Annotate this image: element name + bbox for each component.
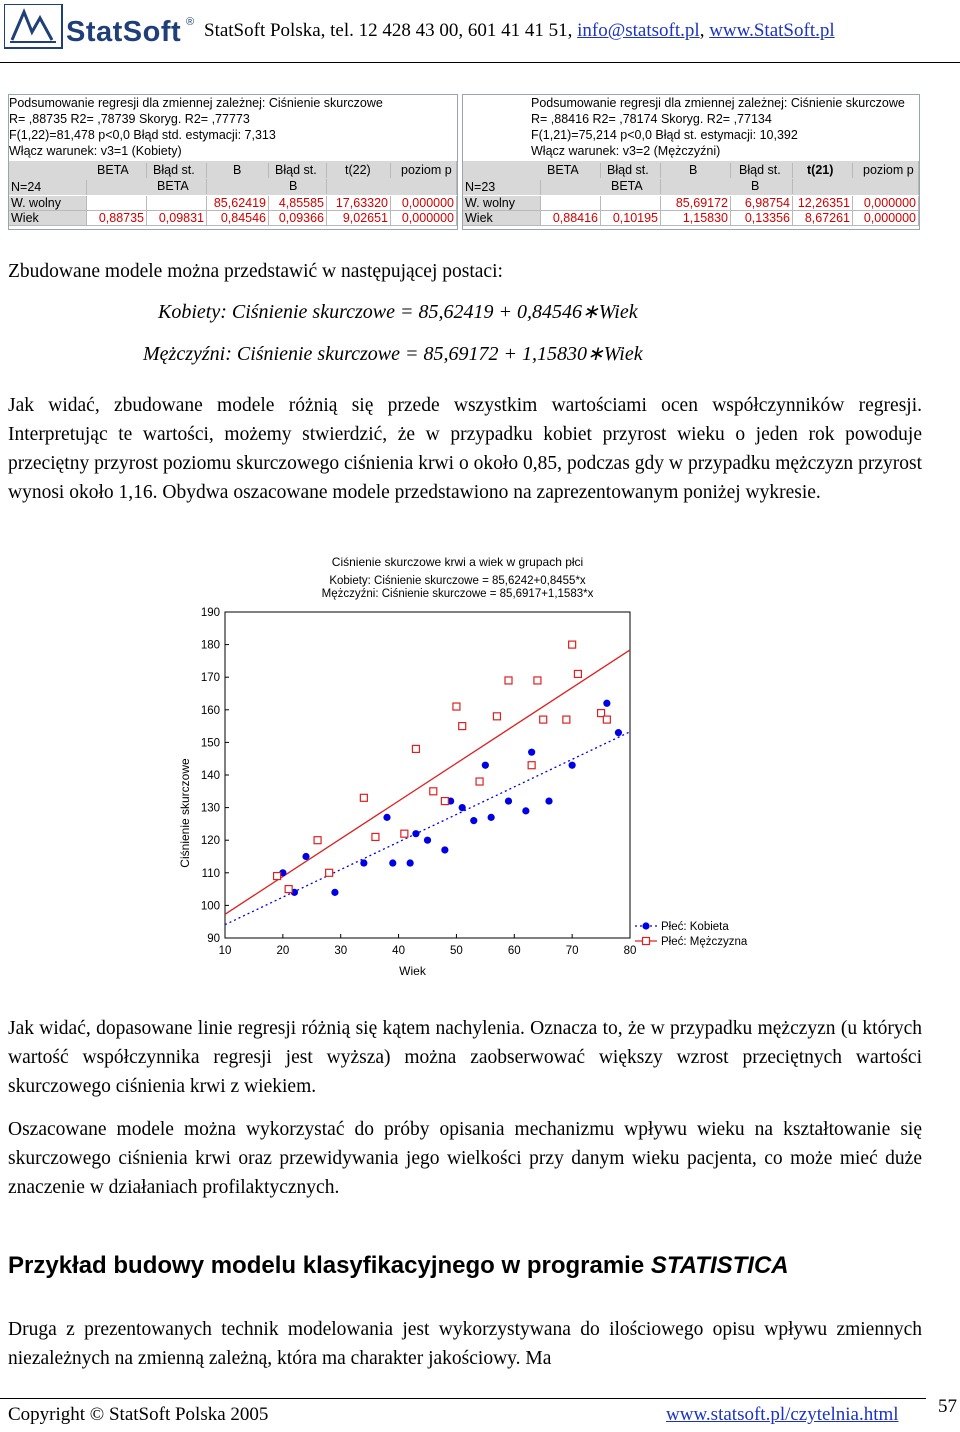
chart-title: Ciśnienie skurczowe krwi a wiek w grupach płci xyxy=(331,555,584,569)
data-point-women xyxy=(569,762,576,769)
table-cell: 9,02651 xyxy=(327,211,391,226)
col-header: poziom p xyxy=(391,163,457,178)
data-point-men xyxy=(459,723,466,730)
regression-table-men xyxy=(462,94,920,230)
table-line-4: Włącz warunek: v3=1 (Kobiety) xyxy=(9,144,182,158)
table-line-1: Podsumowanie regresji dla zmiennej zależnej: Ciśnienie skurczowe xyxy=(531,96,905,110)
data-point-men xyxy=(493,713,500,720)
table-line-3: F(1,21)=75,214 p<0,0 Błąd st. estymacji: 10,392 xyxy=(531,128,798,142)
section-heading xyxy=(8,1252,789,1280)
table-cell: 0,000000 xyxy=(391,211,457,226)
data-point-men xyxy=(534,677,541,684)
col-header: Błąd st. xyxy=(147,163,207,178)
data-point-men xyxy=(453,703,460,710)
data-point-men xyxy=(401,830,408,837)
data-point-women xyxy=(615,729,622,736)
col-header: poziom p xyxy=(853,163,919,178)
intro-paragraph: Zbudowane modele można przedstawić w następującej postaci: xyxy=(8,261,503,282)
data-point-men xyxy=(476,778,483,785)
data-point-men xyxy=(563,716,570,723)
data-point-women xyxy=(331,889,338,896)
x-tick-label: 30 xyxy=(334,945,348,957)
data-point-men xyxy=(603,716,610,723)
table-cell: 1,15830 xyxy=(661,211,731,226)
data-point-women xyxy=(522,807,529,814)
x-tick-label: 50 xyxy=(450,945,463,957)
page-number: 57 xyxy=(938,1396,957,1417)
legend-marker-women xyxy=(642,922,649,929)
table-cell: 0,09366 xyxy=(269,211,327,226)
y-tick-label: 130 xyxy=(200,802,220,815)
table-cell: 0,84546 xyxy=(207,211,269,226)
table-cell xyxy=(601,196,661,211)
data-point-men xyxy=(274,873,281,880)
page-header xyxy=(0,0,960,64)
y-tick-label: 180 xyxy=(200,639,220,652)
table-cell: 4,85585 xyxy=(269,196,327,211)
legend-label: Płeć: Kobieta xyxy=(661,921,729,933)
row-label: Wiek xyxy=(463,211,541,226)
table-cell: 0,88416 xyxy=(541,211,601,226)
col-header: t(21) xyxy=(793,163,853,178)
footer-copyright: Copyright © StatSoft Polska 2005 xyxy=(8,1404,269,1425)
y-tick-label: 170 xyxy=(200,672,220,685)
contact-text: StatSoft Polska, tel. 12 428 43 00, 601 41 41 51, xyxy=(204,20,578,41)
x-axis-label: Wiek xyxy=(399,964,426,978)
equation-men: Mężczyźni: Ciśnienie skurczowe = 85,69172 + 1,15830∗Wiek xyxy=(143,343,643,365)
table-line-4: Włącz warunek: v3=2 (Mężczyźni) xyxy=(531,144,721,158)
col-header: B xyxy=(731,179,793,194)
y-tick-label: 120 xyxy=(200,835,220,848)
data-point-men xyxy=(430,788,437,795)
logo-registered-mark: ® xyxy=(186,16,195,28)
table-cell: 0,000000 xyxy=(853,211,919,226)
heading-italic: STATISTICA xyxy=(650,1252,789,1279)
paragraph-next: Druga z prezentowanych technik modelowania jest wykorzystywana do ilościowego opisu wpływu zmiennych niezależnych na zmienną zależną, która ma charakter jakościowy. Ma xyxy=(8,1319,922,1369)
x-tick-label: 20 xyxy=(276,945,290,957)
y-tick-label: 90 xyxy=(207,933,220,945)
data-point-women xyxy=(407,859,414,866)
data-point-men xyxy=(574,670,581,677)
col-header: t(22) xyxy=(327,163,391,178)
y-tick-label: 100 xyxy=(200,900,220,913)
row-label: Wiek xyxy=(9,211,87,226)
data-point-women xyxy=(482,762,489,769)
y-tick-label: 150 xyxy=(200,737,220,750)
data-point-women xyxy=(389,859,396,866)
table-cell: 17,63320 xyxy=(327,196,391,211)
legend-marker-men xyxy=(643,938,650,945)
table-cell xyxy=(541,196,601,211)
data-point-men xyxy=(441,798,448,805)
data-point-women xyxy=(603,700,610,707)
col-header: Błąd st. xyxy=(731,163,793,178)
data-point-women xyxy=(528,749,535,756)
data-point-men xyxy=(412,745,419,752)
table-cell: 0,13356 xyxy=(731,211,793,226)
paragraph-slopes: Jak widać, dopasowane linie regresji różnią się kątem nachylenia. Oznacza to, że w przypadku mężczyzn (u których wartość współczynnika regresji jest wyższa) można zaobserwować większy wzrost przeciętnych wartości skurczowego ciśnienia krwi z wiekiem. xyxy=(8,1018,922,1097)
table-cell: 0,09831 xyxy=(147,211,207,226)
table-cell xyxy=(147,196,207,211)
table-cell: 8,67261 xyxy=(793,211,853,226)
scatter-chart xyxy=(170,550,960,990)
footer-divider xyxy=(0,1398,926,1399)
table-line-2: R= ,88416 R2= ,78174 Skoryg. R2= ,77134 xyxy=(531,112,772,126)
y-tick-label: 140 xyxy=(200,770,220,782)
col-header: BETA xyxy=(541,163,601,178)
table-cell: 0,000000 xyxy=(853,196,919,211)
legend-label: Płeć: Mężczyzna xyxy=(661,936,748,948)
y-tick-label: 110 xyxy=(201,867,220,880)
data-point-men xyxy=(505,677,512,684)
data-point-women xyxy=(412,830,419,837)
n-label: N=24 xyxy=(9,180,87,195)
data-point-men xyxy=(372,833,379,840)
row-label: W. wolny xyxy=(463,196,541,211)
chart-subtitle: Mężczyźni: Ciśnienie skurczowe = 85,6917+1,1583*x xyxy=(321,588,594,600)
data-point-women xyxy=(441,846,448,853)
table-cell xyxy=(87,196,147,211)
contact-separator: , xyxy=(699,20,710,41)
table-cell: 12,26351 xyxy=(793,196,853,211)
x-tick-label: 70 xyxy=(565,945,579,957)
x-tick-label: 40 xyxy=(392,945,405,957)
y-axis-label: Ciśnienie skurczowe xyxy=(178,758,192,868)
logo-wordmark: StatSoft xyxy=(66,16,182,48)
data-point-women xyxy=(383,814,390,821)
col-header: B xyxy=(661,163,731,178)
y-tick-label: 160 xyxy=(200,704,220,717)
table-line-2: R= ,88735 R2= ,78739 Skoryg. R2= ,77773 xyxy=(9,112,250,126)
data-point-women xyxy=(488,814,495,821)
data-point-women xyxy=(505,797,512,804)
table-cell: 0,88735 xyxy=(87,211,147,226)
header-contact xyxy=(204,20,835,42)
x-tick-label: 80 xyxy=(623,945,637,957)
data-point-men xyxy=(540,716,547,723)
table-cell: 85,62419 xyxy=(207,196,269,211)
data-point-women xyxy=(424,837,431,844)
data-point-men xyxy=(285,886,292,893)
row-label: W. wolny xyxy=(9,196,87,211)
data-point-men xyxy=(569,641,576,648)
table-cell: 6,98754 xyxy=(731,196,793,211)
x-tick-label: 60 xyxy=(507,945,521,957)
data-point-men xyxy=(326,869,333,876)
footer-link[interactable]: www.statsoft.pl/czytelnia.html xyxy=(666,1404,899,1425)
data-point-men xyxy=(314,837,321,844)
regression-line-women xyxy=(225,732,630,925)
paragraph-interpretation: Jak widać, zbudowane modele różnią się przede wszystkim wartościami ocen współczynników regresji. Interpretując te wartości, możemy stwierdzić, że w przypadku kobiet przyrost wieku o jeden rok powoduje przeciętny przyrost poziomu skurczowego ciśnienia krwi o około 0,85, podczas gdy w przypadku mężczyzn przyrost wynosi około 1,16. Obydwa oszacowane modele przedstawiono na zaprezentowanym poniżej wykresie. xyxy=(8,395,922,503)
chart-subtitle: Kobiety: Ciśnienie skurczowe = 85,6242+0,8455*x xyxy=(329,575,586,587)
website-link[interactable]: www.StatSoft.pl xyxy=(709,20,835,41)
paragraph-usage: Oszacowane modele można wykorzystać do próby opisania mechanizmu wpływu wieku na kształtowanie się skurczowego ciśnienia krwi oraz przewidywania jego wielkości przy danym wieku pacjenta, co może mieć duże znaczenie w działaniach profilaktycznych. xyxy=(8,1119,922,1198)
table-cell: 85,69172 xyxy=(661,196,731,211)
col-header: B xyxy=(207,163,269,178)
data-point-women xyxy=(470,817,477,824)
col-header: BETA xyxy=(601,179,661,194)
col-header: Błąd st. xyxy=(601,163,661,178)
col-header: BETA xyxy=(147,179,207,194)
regression-table-women xyxy=(8,94,458,230)
data-point-men xyxy=(360,794,367,801)
data-point-women xyxy=(459,804,466,811)
col-header: Błąd st. xyxy=(269,163,327,178)
data-point-men xyxy=(528,762,535,769)
x-tick-label: 10 xyxy=(218,945,232,957)
n-label: N=23 xyxy=(463,180,541,195)
table-cell: 0,10195 xyxy=(601,211,661,226)
equation-women: Kobiety: Ciśnienie skurczowe = 85,62419 + 0,84546∗Wiek xyxy=(158,301,638,323)
data-point-women xyxy=(360,859,367,866)
col-header: BETA xyxy=(87,163,147,178)
table-line-3: F(1,22)=81,478 p<0,0 Błąd std. estymacji: 7,313 xyxy=(9,128,276,142)
data-point-women xyxy=(545,797,552,804)
header-divider xyxy=(0,62,960,63)
col-header: B xyxy=(269,179,327,194)
table-line-1: Podsumowanie regresji dla zmiennej zależnej: Ciśnienie skurczowe xyxy=(9,96,383,110)
y-tick-label: 190 xyxy=(200,607,220,619)
email-link[interactable]: info@statsoft.pl xyxy=(577,20,700,41)
table-cell: 0,000000 xyxy=(391,196,457,211)
data-point-women xyxy=(302,853,309,860)
heading-text: Przykład budowy modelu klasyfikacyjnego w programie xyxy=(8,1252,651,1279)
